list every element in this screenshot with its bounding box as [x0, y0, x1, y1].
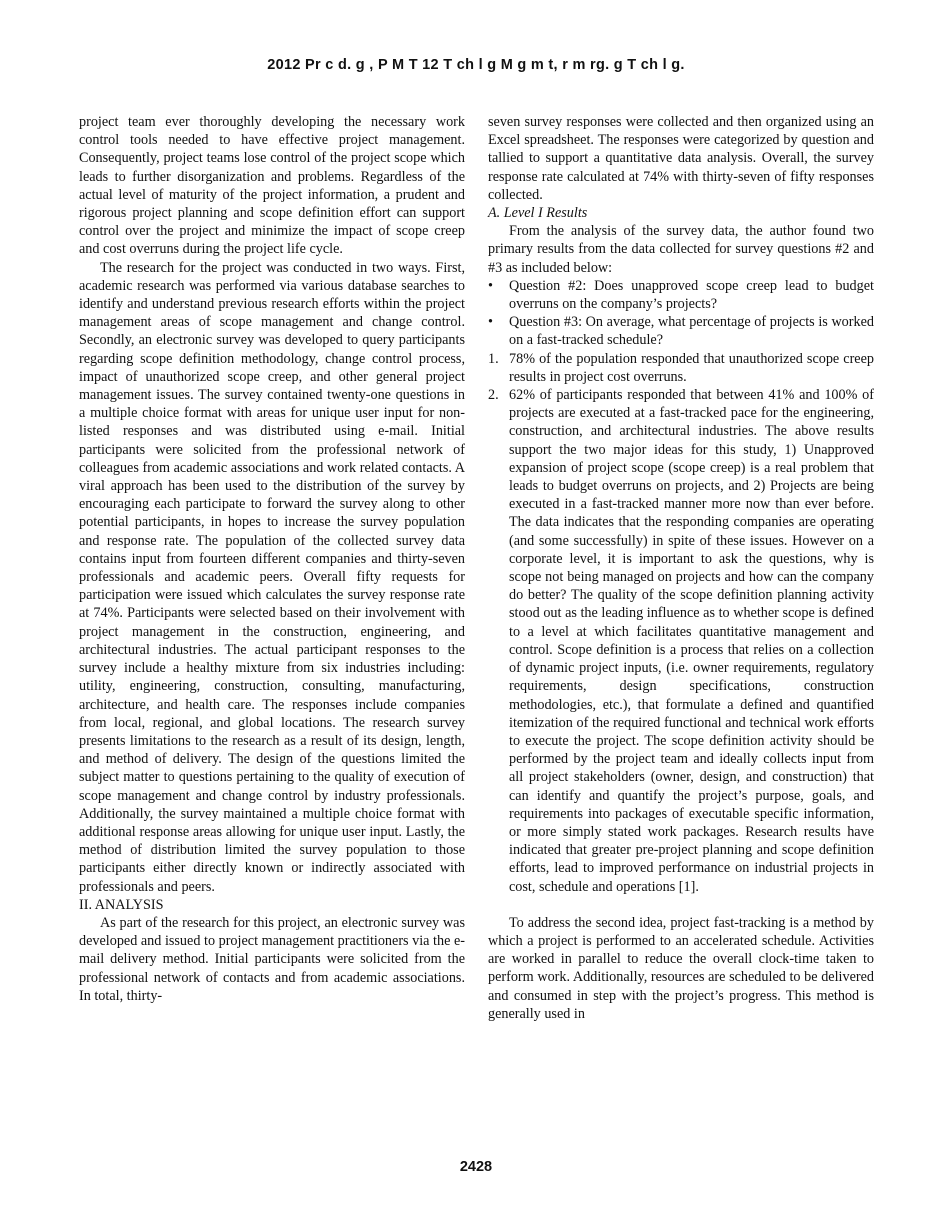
- paragraph: As part of the research for this project, an electronic survey was developed and issued to project management practitioners via the e-mail delivery method. Initial participants were solicited from the professional network of contacts and from academic associations. In total, thirty-: [79, 914, 465, 1004]
- paragraph: seven survey responses were collected and then organized using an Excel spreadsheet. The responses were categorized by question and tallied to support a quantitative data analysis. Overall, the survey response rate calculated at 74% with thirty-seven of fifty responses collected.: [488, 114, 874, 203]
- list-item-text: Question #2: Does unapproved scope creep lead to budget overruns on the company’s projects?: [509, 277, 874, 313]
- paragraph: To address the second idea, project fast-tracking is a method by which a project is performed to an accelerated schedule. Activities are worked in parallel to reduce the overall clock-time taken to perform work. Additionally, resources are scheduled to be delivered and consumed in step with the project’s progress. This method is generally used in: [488, 914, 874, 1022]
- numbered-list: [488, 350, 874, 896]
- left-column: [79, 113, 465, 1005]
- running-header: 2012 Pr c d. g , P M T 12 T ch l g M g m t, r m rg. g T ch l g.: [267, 57, 685, 73]
- subsection-heading: A. Level I Results: [488, 205, 588, 222]
- paragraph: project team ever thoroughly developing the necessary work control tools needed to have effective project management. Consequently, project teams lose control of the project scope which leads to further disorganization and problems. Regardless of the actual level of maturity of the project information, a prudent and rigorous project planning and scope definition effort can support control over the project and minimize the impact of scope creep and cost overruns during the project life cycle.: [79, 114, 465, 258]
- list-item: [488, 313, 874, 349]
- list-item: [488, 386, 874, 896]
- section-heading: II. ANALYSIS: [79, 896, 164, 913]
- paragraph: The research for the project was conducted in two ways. First, academic research was performed via various database searches to identify and understand previous research efforts within the project management areas of scope management and change control. Secondly, an electronic survey was developed to query participants regarding scope definition methodology, change control process, impact of unauthorized scope creep, and other general project management issues. The survey contained twenty-one questions in a multiple choice format with areas for unique user input for non-listed responses and was distributed using e-mail. Initial participants were solicited from the professional network of colleagues from academic associations and work related contacts. A viral approach has been used to the distribution of the survey by encouraging each participate to forward the survey along to other potential participants, in hopes to increase the survey population and response rate. The population of the collected survey data contains input from fourteen different companies and thirty-seven professionals and academic peers. Overall fifty requests for participation were issued which calculates the survey response rate at 74%. Participants were selected based on their involvement with project management in the construction, engineering, and architectural industries. The actual participant responses to the survey include a healthy mixture from six industries including: utility, engineering, construction, consulting, manufacturing, architecture, and health care. The responses include companies from local, regional, and global locations. The research survey presents limitations to the research as a result of its design, length, and method of delivery. The design of the questions limited the subject matter to questions pertaining to the quality of execution of scope management and change control by industry professionals. Additionally, the survey maintained a multiple choice format with additional response areas allowing for unique user input. Lastly, the method of distribution limited the survey population to those participants either directly known or indirectly associated with professionals and peers.: [79, 259, 465, 895]
- bullet-list: [488, 277, 874, 350]
- spacer: [488, 896, 874, 914]
- list-item: [488, 350, 874, 386]
- number-marker: 1.: [488, 350, 499, 367]
- bullet-marker: •: [488, 277, 493, 294]
- list-item-text: 78% of the population responded that unauthorized scope creep results in project cost overruns.: [509, 350, 874, 385]
- right-column: [488, 113, 874, 1023]
- paragraph: From the analysis of the survey data, the author found two primary results from the data collected for survey questions #2 and #3 as included below:: [488, 223, 874, 276]
- page-number: 2428: [459, 1159, 493, 1175]
- list-item-text: 62% of participants responded that between 41% and 100% of projects are executed at a fast-tracked pace for the engineering, construction, and architectural industries. The above results support the two major ideas for this study, 1) Unapproved expansion of project scope (scope creep) is a real problem that leads to budget overruns on projects, and 2) Projects are being executed in a fast-tracked manner more now than ever before. The data indicates that the responding companies are operating (and some successfully) in spite of these issues. However on a corporate level, it is important to ask the questions, why is scope not being managed on projects and how can the company do better? The quality of the scope definition planning activity stood out as the leading influence as to whether scope is defined to a level at which facilitates quantitative management and control. Scope definition is a process that relies on a collection of dynamic project inputs, (i.e. owner requirements, regulatory requirements, design specifications, construction methodologies, etc.), that formulate a defined and quantified itemization of the required functional and technical work efforts to execute the project. The scope definition activity should be performed by the project team and ideally collects input from all project stakeholders (owner, design, and construction) that can identify and quantify the project’s purpose, goals, and requirements into packages of executable specific information, or more simply stated work packages. Research results have indicated that greater pre-project planning and scope definition efforts, lead to improved performance on industrial projects in cost, schedule and operations [1].: [509, 387, 874, 895]
- list-item-text: Question #3: On average, what percentage of projects is worked on a fast-tracked schedule?: [509, 314, 874, 349]
- number-marker: 2.: [488, 387, 499, 404]
- bullet-marker: •: [488, 314, 493, 331]
- list-item: [488, 277, 874, 313]
